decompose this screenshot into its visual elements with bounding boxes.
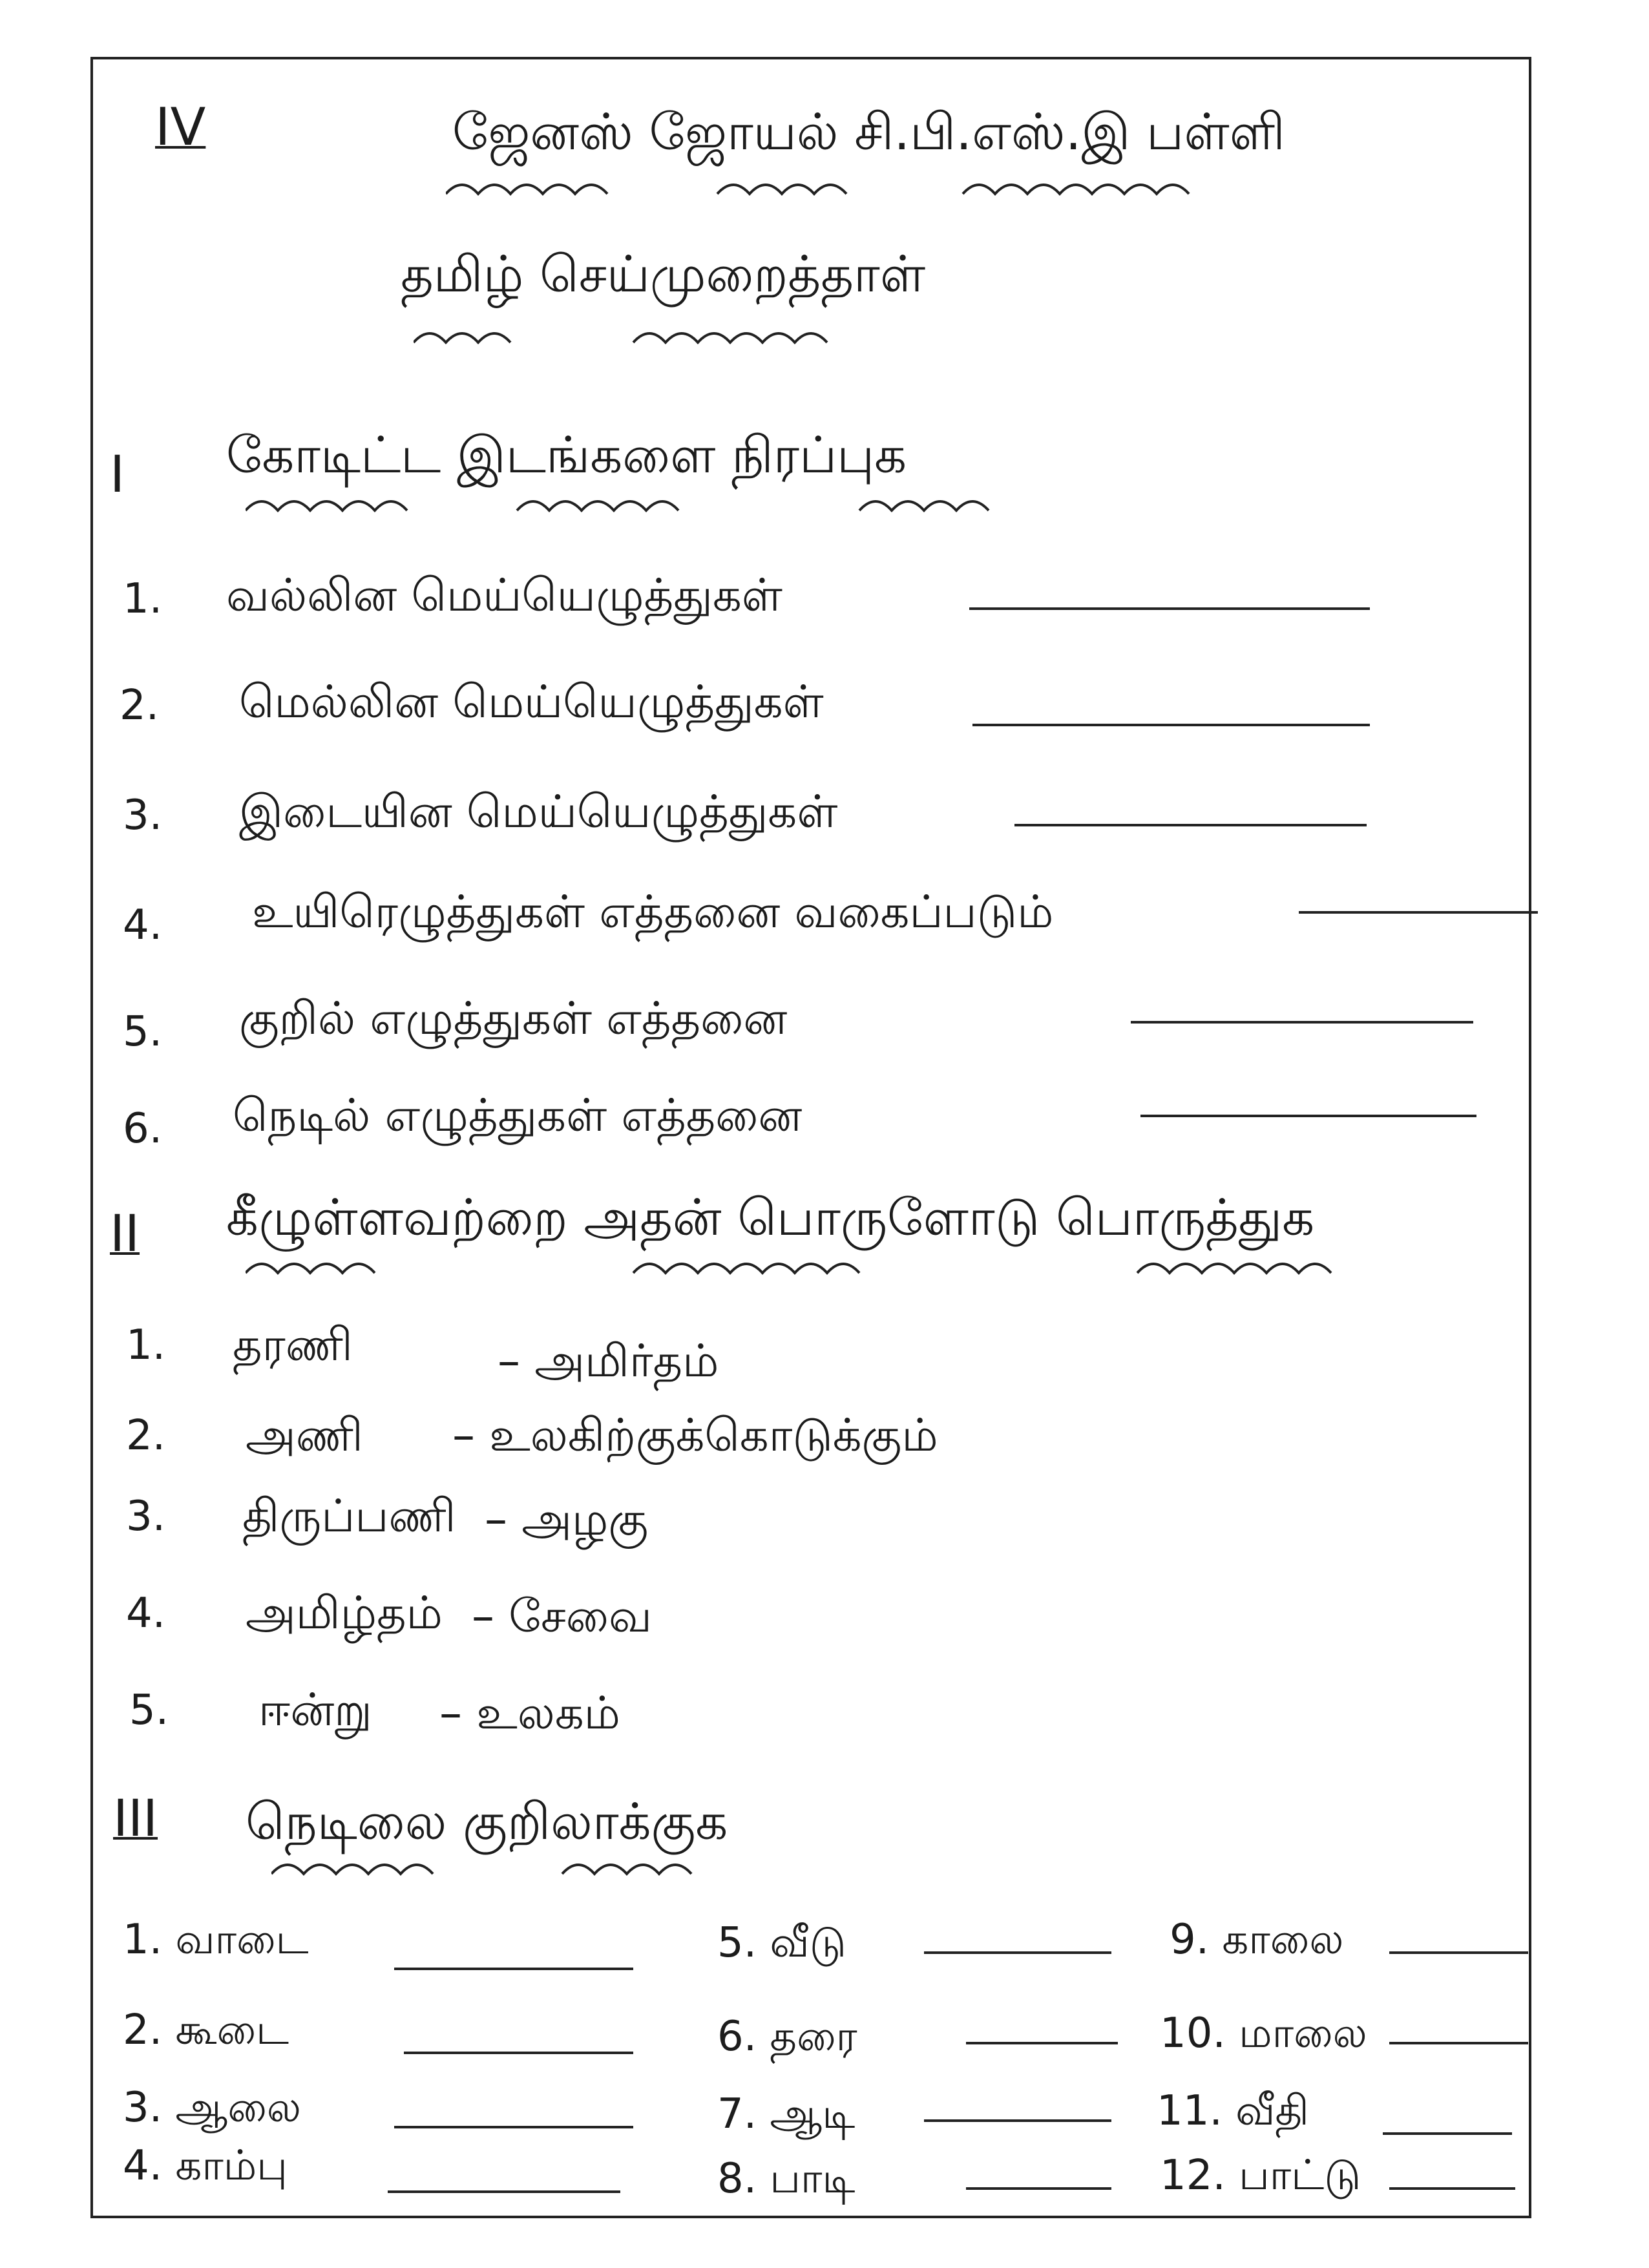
s3-blank-9[interactable] [1389,1951,1528,1954]
section-2-title: கீழுள்ளவற்றை அதன் பொருளோடு பொருத்துக [226,1189,1315,1247]
s1-item-3-blank[interactable] [1014,824,1367,826]
s1-item-2-blank[interactable] [972,724,1370,726]
s2-item-1-number: 1. [126,1321,166,1369]
s1-item-1-blank[interactable] [969,607,1370,610]
s1-item-2-number: 2. [120,682,160,730]
s3-word-5: 5. வீடு [717,1919,846,1967]
s2-item-4-left: அமிழ்தம் [246,1586,443,1639]
s1-item-3-text: இடையின மெய்யெழுத்துகள் [239,785,838,838]
s3-blank-12[interactable] [1389,2187,1515,2190]
subject-underline [414,323,1027,349]
s3-word-11: 11. வீதி [1157,2087,1309,2135]
school-name: ஜேனஸ் ஜோயல் சி.பி.எஸ்.இ பள்ளி [452,103,1285,162]
s2-item-1-left: தரணி [233,1318,353,1371]
s2-item-5-number: 5. [129,1686,169,1734]
section-1-title: கோடிட்ட இடங்களை நிரப்புக [226,426,907,485]
s2-item-3-right: – அழகு [485,1493,649,1546]
s3-word-6: 6. தரை [717,2013,857,2061]
s1-item-6-blank[interactable] [1140,1115,1476,1117]
s1-item-3-number: 3. [123,792,163,839]
s1-item-4-blank[interactable] [1299,911,1538,914]
s3-word-4: 4. காம்பு [123,2142,288,2190]
s1-item-5-blank[interactable] [1131,1021,1473,1024]
s3-blank-3[interactable] [394,2126,633,2128]
s2-item-3-number: 3. [126,1493,166,1540]
section-1-underline [246,491,1150,517]
section-3-underline [271,1854,853,1880]
s3-word-10: 10. மாலை [1160,2010,1367,2057]
s3-blank-4[interactable] [388,2190,620,2193]
s2-item-2-left: அணி [246,1409,363,1462]
s3-word-12: 12. பாட்டு [1160,2152,1361,2200]
s1-item-2-text: மெல்லின மெய்யெழுத்துகள் [239,675,824,728]
section-3-numeral: III [113,1790,158,1848]
s2-item-1-right: – அமிர்தம் [498,1334,719,1387]
s3-blank-5[interactable] [924,1951,1111,1954]
s3-blank-2[interactable] [404,2052,633,2054]
s3-word-7: 7. ஆடி [717,2090,856,2138]
section-3-title: நெடிலை குறிலாக்குக [246,1793,728,1851]
section-1-numeral: I [110,446,125,504]
grade-label: IV [155,97,206,157]
s2-item-3-left: திருப்பணி [242,1489,456,1542]
s3-blank-7[interactable] [924,2119,1111,2122]
s3-word-1: 1. வாடை [123,1916,309,1964]
s3-blank-8[interactable] [966,2187,1111,2190]
s2-item-2-right: – உலகிற்குக்கொடுக்கும் [452,1409,938,1462]
s2-item-5-left: ஈன்று [258,1683,372,1736]
s1-item-6-number: 6. [123,1105,163,1153]
s2-item-4-right: – சேவை [472,1590,652,1643]
worksheet-subject: தமிழ் செய்முறைத்தாள் [401,246,926,304]
s3-word-9: 9. காலை [1170,1916,1344,1964]
s1-item-4-number: 4. [123,901,163,949]
s3-blank-11[interactable] [1383,2132,1512,2135]
s3-blank-1[interactable] [394,1968,633,1970]
s3-word-2: 2. கூடை [123,2006,289,2054]
s3-blank-6[interactable] [966,2042,1118,2044]
s3-word-8: 8. பாடி [717,2155,856,2203]
school-underline [446,174,1415,200]
s1-item-5-number: 5. [123,1008,163,1056]
s3-word-3: 3. ஆலை [123,2084,302,2132]
section-2-underline [246,1254,1441,1279]
s1-item-1-text: வல்லின மெய்யெழுத்துகள் [226,569,782,622]
s2-item-4-number: 4. [126,1590,166,1637]
s1-item-1-number: 1. [123,575,163,623]
s1-item-6-text: நெடில் எழுத்துகள் எத்தனை [233,1089,803,1142]
s1-item-4-text: உயிரெழுத்துகள் எத்தனை வகைப்படும் [252,885,1054,938]
s1-item-5-text: குறில் எழுத்துகள் எத்தனை [239,992,788,1045]
s3-blank-10[interactable] [1389,2042,1528,2044]
section-2-numeral: II [110,1205,140,1263]
s2-item-2-number: 2. [126,1412,166,1460]
s2-item-5-right: – உலகம் [439,1686,620,1739]
